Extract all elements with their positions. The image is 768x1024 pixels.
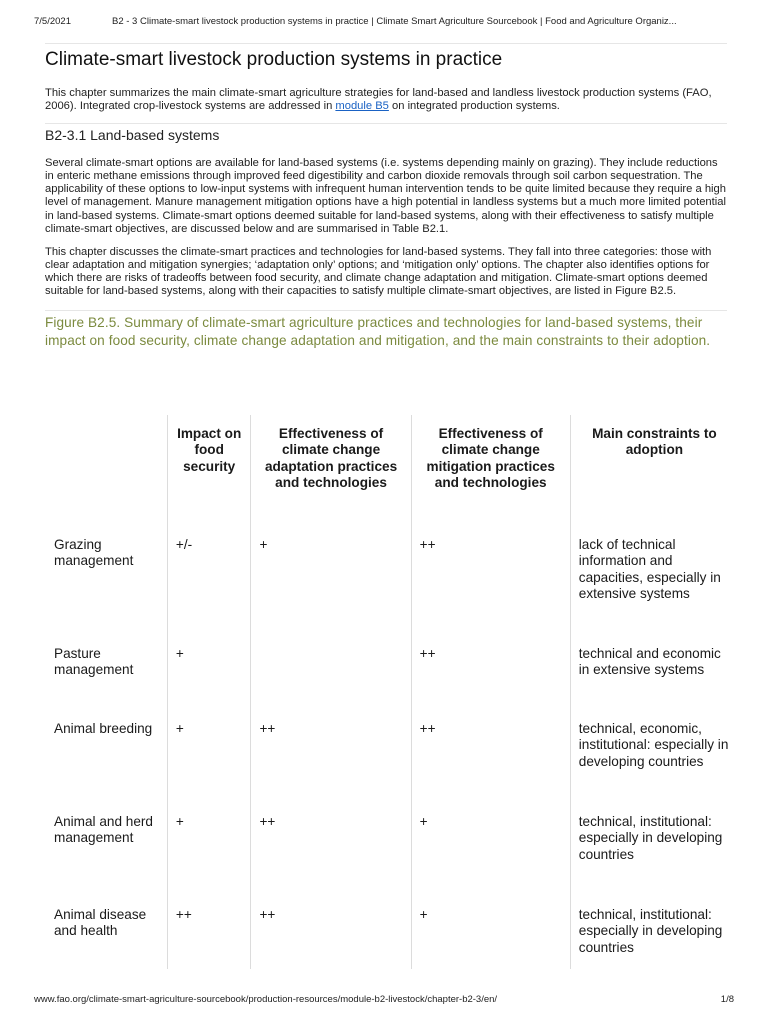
adaptation-cell: + (251, 526, 411, 635)
practice-cell: Pasture management (54, 646, 134, 678)
header-mitigation: Effectiveness of climate change mitigation practices and technologies (411, 415, 570, 526)
print-page-number: 1/8 (720, 994, 734, 1005)
header-food-security: Impact on food security (167, 415, 251, 526)
mitigation-cell: + (411, 803, 570, 896)
print-header (34, 16, 734, 27)
constraints-cell: lack of technical information and capacities, especially in extensive systems (570, 526, 738, 635)
table-row (46, 896, 738, 969)
adaptation-cell: ++ (251, 803, 411, 896)
practice-cell: Animal breeding (54, 721, 153, 736)
intro-paragraph (45, 87, 727, 113)
practices-table (46, 415, 738, 969)
practice-cell: Animal and herd management (54, 814, 153, 846)
constraints-cell: technical, institutional: especially in developing countries (570, 803, 738, 896)
intro-text-start: This chapter summarizes the main climate-smart agriculture strategies for land-based and landless livestock production systems (FAO, 2006). Integrated crop-livestock systems are addressed in (45, 87, 712, 113)
constraints-cell: technical, institutional: especially in developing countries (570, 896, 738, 969)
constraints-cell: technical and economic in extensive systems (570, 635, 738, 710)
practice-cell: Grazing management (54, 537, 134, 569)
table-header-row (46, 415, 738, 526)
print-page-title: B2 - 3 Climate-smart livestock production systems in practice | Climate Smart Agriculture Sourcebook | Food and Agriculture Organiz... (112, 16, 677, 27)
mitigation-cell: + (411, 896, 570, 969)
header-adaptation: Effectiveness of climate change adaptation practices and technologies (251, 415, 411, 526)
food-security-cell: ++ (167, 896, 251, 969)
section-heading: B2-3.1 Land-based systems (45, 123, 727, 144)
figure-title: Figure B2.5. Summary of climate-smart agriculture practices and technologies for land-based systems, their impact on food security, climate change adaptation and mitigation, and the main constraints to their adoption. (45, 310, 727, 349)
mitigation-cell: ++ (411, 710, 570, 803)
article (45, 43, 727, 349)
print-url: www.fao.org/climate-smart-agriculture-sourcebook/production-resources/module-b2-livestock/chapter-b2-3/en/ (34, 994, 498, 1005)
food-security-cell: + (167, 635, 251, 710)
food-security-cell: + (167, 803, 251, 896)
table-row (46, 526, 738, 635)
body-paragraph-2: This chapter discusses the climate-smart practices and technologies for land-based systems. They fall into three categories: those with clear adaptation and mitigation synergies; ‘adaptation only’ options; and ‘mitigation only’ options. The chapter also identifies options for which there are risks of tradeoffs between food security, and climate change adaptation and mitigation. Climate-smart options deemed suitable for land-based systems, along with their capacities to satisfy multiple climate-smart objectives, are listed in Figure B2.5. (45, 245, 712, 298)
print-date: 7/5/2021 (34, 16, 71, 27)
food-security-cell: +/- (167, 526, 251, 635)
adaptation-cell: ++ (251, 710, 411, 803)
intro-text-end: on integrated production systems. (388, 100, 560, 113)
print-footer (34, 994, 734, 1005)
food-security-cell: + (167, 710, 251, 803)
practice-cell: Animal disease and health (54, 907, 147, 939)
header-constraints: Main constraints to adoption (570, 415, 738, 526)
table-row (46, 803, 738, 896)
header-practice (46, 415, 167, 526)
page-title: Climate-smart livestock production systems in practice (45, 49, 503, 70)
mitigation-cell: ++ (411, 526, 570, 635)
table-row (46, 635, 738, 710)
constraints-cell: technical, economic, institutional: especially in developing countries (570, 710, 738, 803)
adaptation-cell: ++ (251, 896, 411, 969)
module-b5-link[interactable]: module B5 (335, 100, 389, 113)
adaptation-cell (251, 635, 411, 710)
body-paragraph-1: Several climate-smart options are available for land-based systems (i.e. systems depending mainly on grazing). They include reductions in enteric methane emissions through improved feed digestibility and carbon dioxide removals through soil carbon sequestration. The applicability of these options to low-input systems with infrequent human intervention tends to be quite limited because they require a high level of management. Manure management mitigation options have a high potential in landless systems but a much more limited potential in land-based systems. Climate-smart options deemed suitable for land-based systems, along with their effectiveness to satisfy multiple climate-smart objectives, are discussed below and are summarised in Table B2.1. (45, 157, 726, 235)
mitigation-cell: ++ (411, 635, 570, 710)
table-row (46, 710, 738, 803)
